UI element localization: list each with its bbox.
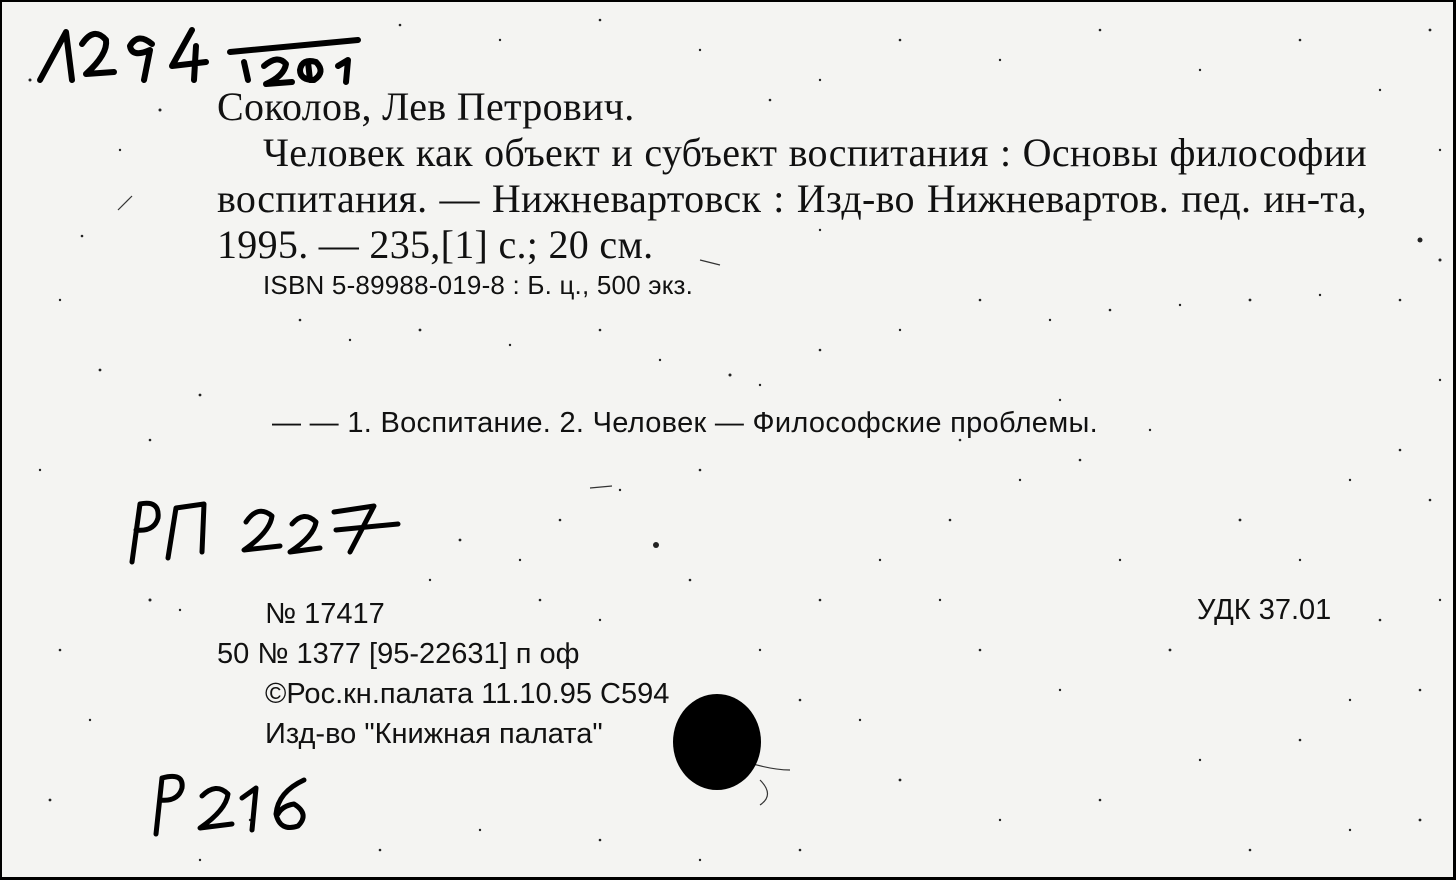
handwritten-middle-code	[114, 490, 414, 570]
copyright-line: ©Рос.кн.палата 11.10.95 С594	[265, 678, 670, 710]
publication-data	[217, 594, 669, 754]
subject-headings: — — 1. Воспитание. 2. Человек — Философские проблемы.	[272, 407, 1098, 439]
publisher-line: Изд-во "Книжная палата"	[265, 718, 603, 750]
punch-hole	[673, 694, 761, 790]
print-line: 50 № 1377 [95-22631] п оф	[217, 638, 580, 670]
isbn-line: ISBN 5-89988-019-8 : Б. ц., 500 экз.	[263, 270, 694, 300]
udk-code: УДК 37.01	[1197, 594, 1332, 626]
handwritten-top-number	[34, 18, 374, 86]
author-heading: Соколов, Лев Петрович.	[217, 84, 635, 129]
title-and-imprint: Человек как объект и субъект воспитания : Основы философии воспитания. — Нижневартовск : Изд-во Нижневартов. пед. ин-та, 1995. — 235,[1] с.; 20 см.	[217, 130, 1367, 267]
handwritten-bottom-code	[142, 762, 342, 842]
bibliographic-description	[217, 84, 1367, 302]
record-number: № 17417	[265, 598, 385, 630]
